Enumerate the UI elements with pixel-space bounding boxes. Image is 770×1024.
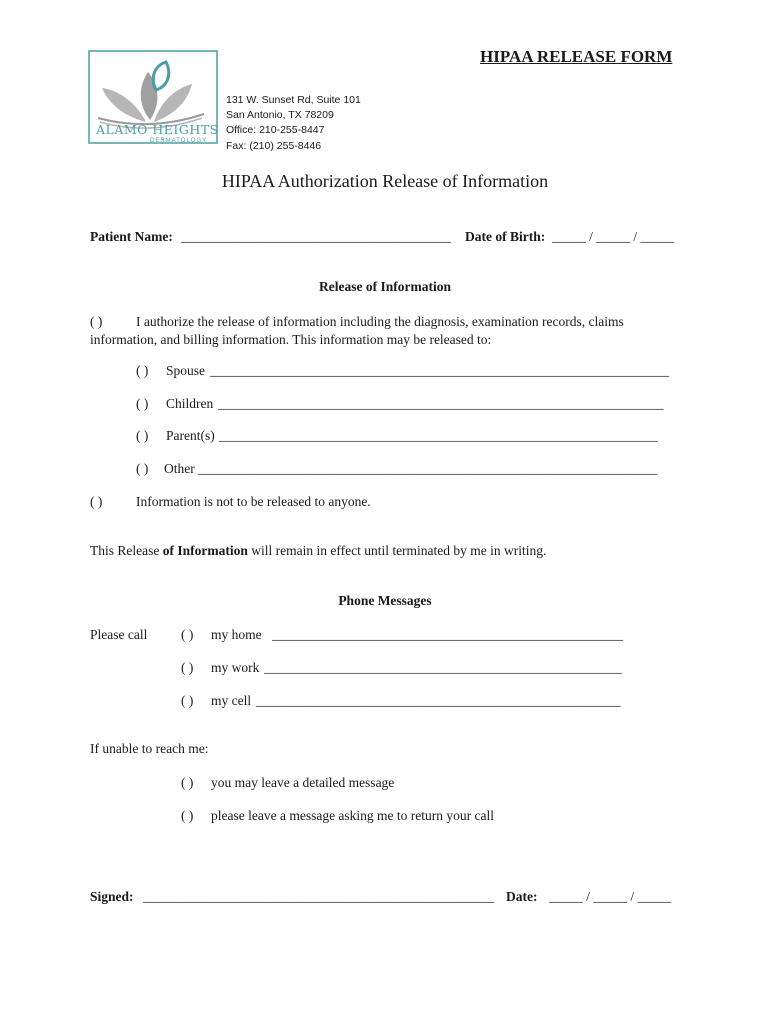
signed-label: Signed: bbox=[90, 889, 134, 904]
practice-logo bbox=[88, 50, 222, 148]
logo-subtext: DERMATOLOGY bbox=[150, 138, 208, 144]
other-label: Other bbox=[164, 461, 195, 476]
unable-label: If unable to reach me: bbox=[90, 741, 209, 756]
release-heading: Release of Information bbox=[319, 279, 451, 294]
effect-prefix: This Release bbox=[90, 543, 163, 558]
dob-field[interactable]: _____ / _____ / _____ bbox=[552, 229, 675, 244]
effect-suffix: will remain in effect until terminated by me in writing. bbox=[247, 543, 547, 558]
home-phone-field[interactable]: ____________________________________________________ bbox=[272, 627, 623, 642]
logo-text: ALAMO HEIGHTS bbox=[96, 122, 219, 137]
dob-label: Date of Birth: bbox=[465, 229, 546, 244]
spouse-checkbox[interactable]: ( ) bbox=[136, 363, 149, 378]
detailed-message-label: you may leave a detailed message bbox=[211, 775, 395, 790]
contact-block bbox=[226, 93, 361, 154]
detailed-message-checkbox[interactable]: ( ) bbox=[181, 775, 194, 790]
return-call-checkbox[interactable]: ( ) bbox=[181, 808, 194, 823]
document-heading: HIPAA Authorization Release of Information bbox=[221, 171, 549, 191]
signature-field[interactable]: ____________________________________________________ bbox=[143, 889, 494, 904]
authorize-text-1: I authorize the release of information including the diagnosis, examination records, claims bbox=[136, 314, 624, 329]
children-label: Children bbox=[166, 396, 214, 411]
cell-label: my cell bbox=[211, 693, 252, 708]
not-released-text: Information is not to be released to anyone. bbox=[136, 494, 371, 509]
form-title: HIPAA RELEASE FORM bbox=[480, 47, 673, 66]
date-label: Date: bbox=[506, 889, 538, 904]
address-line-2: San Antonio, TX 78209 bbox=[226, 109, 334, 122]
spouse-label: Spouse bbox=[166, 363, 206, 378]
parents-checkbox[interactable]: ( ) bbox=[136, 428, 149, 443]
office-phone: Office: 210-255-8447 bbox=[226, 124, 325, 137]
children-field[interactable]: __________________________________________________________________ bbox=[218, 396, 664, 411]
cell-checkbox[interactable]: ( ) bbox=[181, 693, 194, 708]
authorize-text-2: information, and billing information. This information may be released to: bbox=[90, 332, 492, 347]
work-checkbox[interactable]: ( ) bbox=[181, 660, 194, 675]
home-checkbox[interactable]: ( ) bbox=[181, 627, 194, 642]
fax-number: Fax: (210) 255-8446 bbox=[226, 139, 322, 152]
children-checkbox[interactable]: ( ) bbox=[136, 396, 149, 411]
address-line-1: 131 W. Sunset Rd, Suite 101 bbox=[226, 94, 361, 106]
other-field[interactable]: ____________________________________________________________________ bbox=[198, 461, 657, 476]
release-effect-text bbox=[90, 543, 546, 559]
please-call-label: Please call bbox=[90, 627, 148, 642]
authorize-checkbox[interactable]: ( ) bbox=[90, 314, 103, 329]
patient-name-label: Patient Name: bbox=[90, 229, 173, 244]
work-phone-field[interactable]: _____________________________________________________ bbox=[264, 660, 622, 675]
spouse-field[interactable]: ____________________________________________________________________ bbox=[210, 363, 669, 378]
cell-phone-field[interactable]: ______________________________________________________ bbox=[256, 693, 621, 708]
parents-label: Parent(s) bbox=[166, 428, 215, 443]
patient-name-field[interactable]: ________________________________________ bbox=[181, 229, 451, 244]
not-released-checkbox[interactable]: ( ) bbox=[90, 494, 103, 509]
work-label: my work bbox=[211, 660, 260, 675]
date-field[interactable]: _____ / _____ / _____ bbox=[549, 889, 672, 904]
parents-field[interactable]: _________________________________________________________________ bbox=[219, 428, 658, 443]
other-checkbox[interactable]: ( ) bbox=[136, 461, 149, 476]
phone-heading: Phone Messages bbox=[338, 593, 432, 608]
home-label: my home bbox=[211, 627, 262, 642]
return-call-label: please leave a message asking me to return your call bbox=[211, 808, 495, 823]
effect-bold: of Information bbox=[162, 543, 248, 558]
